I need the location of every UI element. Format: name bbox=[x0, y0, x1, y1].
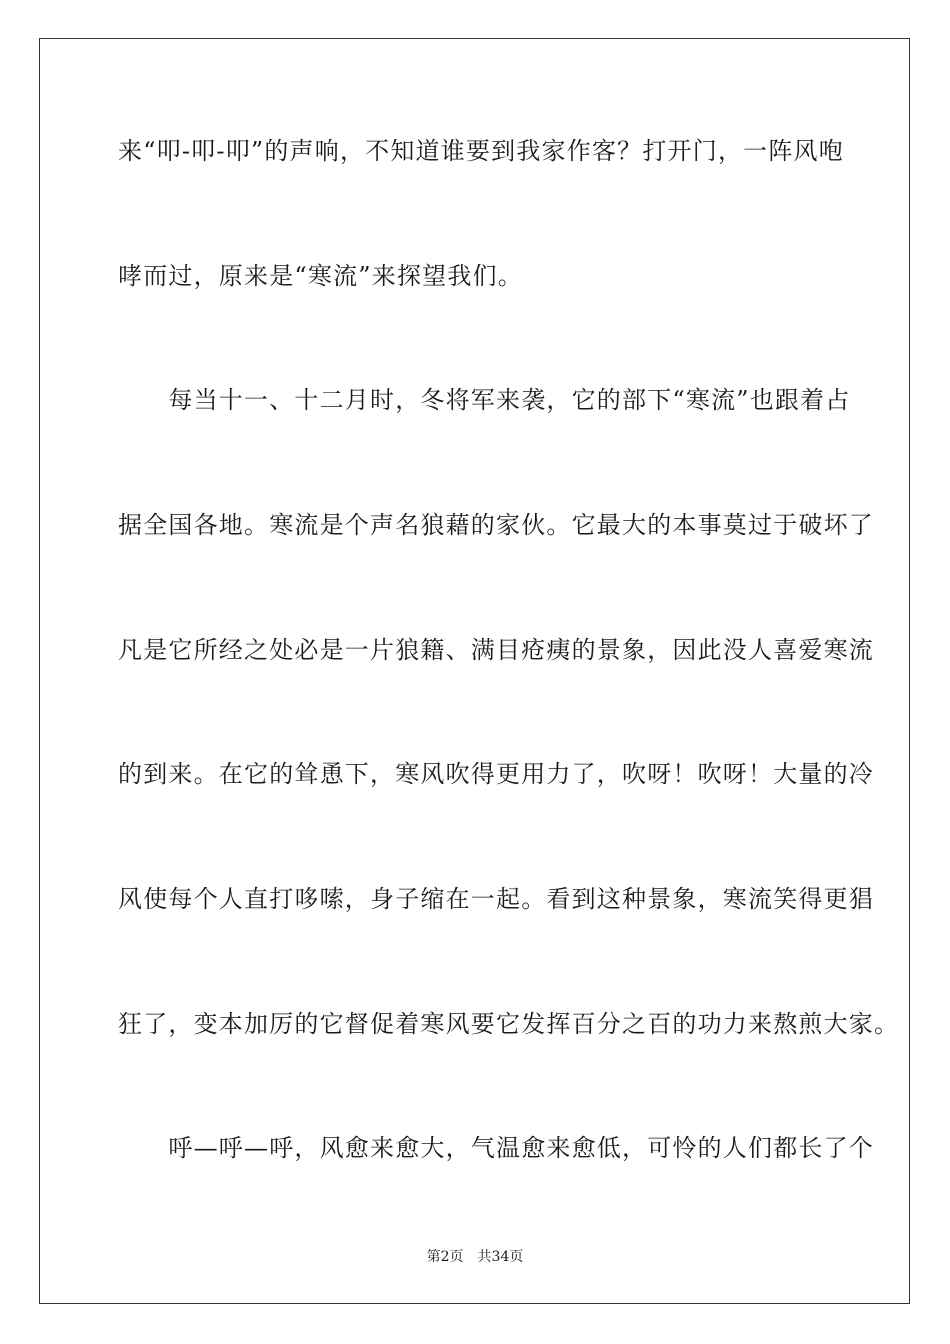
body-text-line: 来“叩-叩-叩”的声响，不知道谁要到我家作客？打开门，一阵风咆 bbox=[118, 137, 844, 165]
body-text-line: 呼—呼—呼，风愈来愈大，气温愈来愈低，可怜的人们都长了个 bbox=[118, 1134, 874, 1162]
page-footer bbox=[0, 1248, 950, 1266]
page-border bbox=[39, 38, 910, 1304]
body-text-line: 凡是它所经之处必是一片狼籍、满目疮痍的景象，因此没人喜爱寒流 bbox=[118, 636, 874, 664]
body-text-line: 狂了，变本加厉的它督促着寒风要它发挥百分之百的功力来熬煎大家。 bbox=[118, 1010, 900, 1038]
page-number: 第2页 bbox=[426, 1249, 464, 1265]
body-text-line: 风使每个人直打哆嗦，身子缩在一起。看到这种景象，寒流笑得更猖 bbox=[118, 885, 874, 913]
body-text-line: 据全国各地。寒流是个声名狼藉的家伙。它最大的本事莫过于破坏了 bbox=[118, 511, 874, 539]
total-pages: 共34页 bbox=[477, 1249, 524, 1265]
body-text-line: 的到来。在它的耸恿下，寒风吹得更用力了，吹呀！吹呀！大量的冷 bbox=[118, 760, 874, 788]
body-text-line: 每当十一、十二月时，冬将军来袭，它的部下“寒流”也跟着占 bbox=[118, 386, 851, 414]
body-text-line: 哮而过，原来是“寒流”来探望我们。 bbox=[118, 262, 523, 290]
